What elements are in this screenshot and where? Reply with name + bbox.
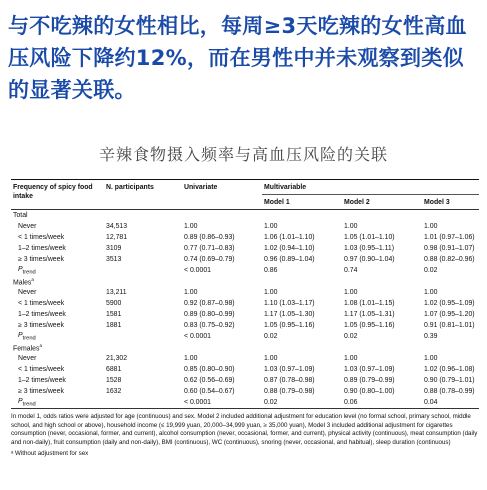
cell-m1: 1.00 <box>264 289 278 296</box>
cell-n: 12,781 <box>106 234 128 241</box>
cell-m2: 1.00 <box>344 355 358 362</box>
table-row <box>11 243 479 254</box>
cell-m1: 1.00 <box>264 223 278 230</box>
section-row <box>11 276 479 287</box>
cell-uni: 0.83 (0.75–0.92) <box>184 322 235 329</box>
cell-freq: $P_{trend}$ <box>11 397 104 409</box>
cell-m2: 0.89 (0.79–0.99) <box>344 377 395 384</box>
section-label: Females$^a$ <box>13 342 42 353</box>
cell-n: 3513 <box>106 256 122 263</box>
table-footnote-a: ᵃ Without adjustment for sex <box>11 450 89 458</box>
cell-freq: 1–2 times/week <box>18 311 66 318</box>
cell-uni: 0.62 (0.56–0.69) <box>184 377 235 384</box>
table-row <box>11 397 479 409</box>
cell-m3: 0.90 (0.79–1.01) <box>424 377 475 384</box>
cell-n: 13,211 <box>106 289 127 296</box>
cell-n <box>104 265 182 276</box>
cell-m3: 1.00 <box>424 289 438 296</box>
cell-n: 21,302 <box>106 355 128 362</box>
table-row <box>11 265 479 276</box>
cell-m2: 1.00 <box>344 289 358 296</box>
cell-m3: 1.02 (0.96–1.08) <box>424 366 475 373</box>
cell-m1: 1.06 (1.01–1.10) <box>264 234 315 241</box>
cell-freq: $P_{trend}$ <box>18 331 36 342</box>
cell-n: 3109 <box>106 245 122 252</box>
cell-m3: 0.39 <box>424 333 438 340</box>
table-row <box>11 254 479 265</box>
cell-n: 1528 <box>106 377 122 384</box>
cell-m1: 0.86 <box>264 267 278 274</box>
cell-m1: 1.05 (0.95–1.16) <box>264 322 315 329</box>
cell-n: 34,513 <box>106 223 128 230</box>
table-row <box>11 232 479 243</box>
cell-m1: 0.96 (0.89–1.04) <box>264 256 315 263</box>
table-title: 辛辣食物摄入频率与高血压风险的关联 <box>98 145 388 164</box>
cell-uni: 0.74 (0.69–0.79) <box>184 256 235 263</box>
cell-m2: 0.90 (0.80–1.00) <box>344 388 395 395</box>
cell-m1: 1.02 (0.94–1.10) <box>264 245 315 252</box>
cell-freq: ≥ 3 times/week <box>18 388 64 395</box>
cell-m1: 0.87 (0.78–0.98) <box>264 377 315 384</box>
cell-m2: 1.17 (1.05–1.31) <box>344 311 395 318</box>
cell-m3: 1.02 (0.95–1.09) <box>424 300 475 307</box>
cell-uni: < 0.0001 <box>182 397 262 409</box>
results-table-container <box>11 179 479 457</box>
table-row <box>11 375 479 386</box>
cell-m3: 0.88 (0.78–0.99) <box>424 388 475 395</box>
table-row <box>11 364 479 375</box>
table-row <box>11 386 479 397</box>
cell-m3: 1.00 <box>424 355 438 362</box>
cell-m1: 1.00 <box>264 355 278 362</box>
table-footnote: In model 1, odds ratios were adjusted for age (continuous) and sex. Model 2 included additional adjustment for education level (no formal school, primary school, middle school, and high school or above), household income (≤ 19,999 yuan, 20,000–34,999 yuan, ≥ 35,000 yuan), Model 3 included additional adjustment for cigarettes consumption (never, occasional, former, and current), alcohol consumption (never, occasional, former, and current), physical activity (continuous), meat consumption (daily and non-daily), fruit consumption (daily and non-daily), BMI (continuous), WC (continuous), snoring (never, occasional, and habitual), sleep duration (continuous) <box>11 413 478 446</box>
cell-m3: 0.98 (0.91–1.07) <box>424 245 475 252</box>
cell-uni: 0.77 (0.71–0.83) <box>184 245 235 252</box>
cell-n: 6881 <box>106 366 122 373</box>
cell-m2: 1.05 (1.01–1.10) <box>344 234 395 241</box>
cell-freq: < 1 times/week <box>18 366 65 373</box>
cell-uni: 0.89 (0.80–0.99) <box>184 311 235 318</box>
cell-m1: 0.88 (0.79–0.98) <box>264 388 315 395</box>
section-label: Males$^a$ <box>13 276 34 287</box>
cell-n: 1632 <box>106 388 122 395</box>
cell-m2: 1.00 <box>344 223 358 230</box>
col-header-univariate: Univariate <box>184 184 218 191</box>
cell-freq: Never <box>18 355 37 362</box>
cell-m2: 1.03 (0.97–1.09) <box>344 366 395 373</box>
table-row <box>11 331 479 342</box>
cell-m1: 1.10 (1.03–1.17) <box>264 300 315 307</box>
cell-m2: 1.08 (1.01–1.15) <box>344 300 395 307</box>
cell-m1: 1.17 (1.05–1.30) <box>264 311 315 318</box>
cell-m3: 0.02 <box>424 267 438 274</box>
cell-m2: 0.06 <box>342 397 422 409</box>
cell-n: 5900 <box>106 300 122 307</box>
table-header-row <box>11 180 479 195</box>
cell-n: 1581 <box>106 311 122 318</box>
cell-uni: < 0.0001 <box>184 333 212 340</box>
col-header-participants: N. participants <box>106 184 154 191</box>
cell-m1: 0.02 <box>262 397 342 409</box>
cell-uni: 1.00 <box>184 355 198 362</box>
cell-m3: 0.88 (0.82–0.96) <box>424 256 475 263</box>
cell-n: 1881 <box>106 322 122 329</box>
cell-m3: 0.91 (0.81–1.01) <box>424 322 475 329</box>
col-header-model2: Model 2 <box>344 199 370 206</box>
cell-n <box>104 397 182 409</box>
cell-uni: < 0.0001 <box>184 267 212 274</box>
cell-uni: 1.00 <box>184 223 198 230</box>
table-row <box>11 221 479 232</box>
cell-freq: $P_{trend}$ <box>18 265 36 276</box>
table-row <box>11 353 479 364</box>
cell-freq: ≥ 3 times/week <box>18 322 64 329</box>
cell-m1: 1.03 (0.97–1.09) <box>264 366 315 373</box>
results-table <box>11 179 479 409</box>
cell-freq: < 1 times/week <box>18 234 65 241</box>
table-row <box>11 309 479 320</box>
cell-freq: Never <box>18 223 37 230</box>
cell-m3: 1.01 (0.97–1.06) <box>424 234 475 241</box>
cell-m2: 0.74 <box>344 267 358 274</box>
cell-uni: 1.00 <box>184 289 198 296</box>
cell-m1: 0.02 <box>264 333 278 340</box>
cell-freq: 1–2 times/week <box>18 245 66 252</box>
cell-freq: Never <box>18 289 37 296</box>
cell-freq: ≥ 3 times/week <box>18 256 64 263</box>
section-label: Total <box>13 212 28 219</box>
section-row <box>11 210 479 222</box>
cell-m3: 0.04 <box>422 397 479 409</box>
cell-uni: 0.85 (0.80–0.90) <box>184 366 235 373</box>
col-header-model3: Model 3 <box>424 199 450 206</box>
headline: 与不吃辣的女性相比，每周≥3天吃辣的女性高血压风险下降约12%，而在男性中并未观察到类似的显著关联。 <box>8 14 467 102</box>
cell-m2: 0.97 (0.90–1.04) <box>344 256 395 263</box>
cell-uni: 0.92 (0.87–0.98) <box>184 300 235 307</box>
col-header-frequency: Frequency of spicy food intake <box>13 184 93 200</box>
section-row <box>11 342 479 353</box>
cell-freq: < 1 times/week <box>18 300 65 307</box>
cell-uni: 0.60 (0.54–0.67) <box>184 388 235 395</box>
table-row <box>11 320 479 331</box>
cell-n <box>104 331 182 342</box>
cell-freq: 1–2 times/week <box>18 377 66 384</box>
table-row <box>11 298 479 309</box>
col-header-multivariable: Multivariable <box>262 180 479 195</box>
cell-uni: 0.89 (0.86–0.93) <box>184 234 235 241</box>
cell-m2: 1.03 (0.95–1.11) <box>344 245 395 252</box>
table-row <box>11 287 479 298</box>
col-header-model1: Model 1 <box>264 199 290 206</box>
cell-m3: 1.00 <box>424 223 438 230</box>
cell-m2: 1.05 (0.95–1.16) <box>344 322 395 329</box>
cell-m3: 1.07 (0.95–1.20) <box>424 311 475 318</box>
cell-m2: 0.02 <box>344 333 358 340</box>
